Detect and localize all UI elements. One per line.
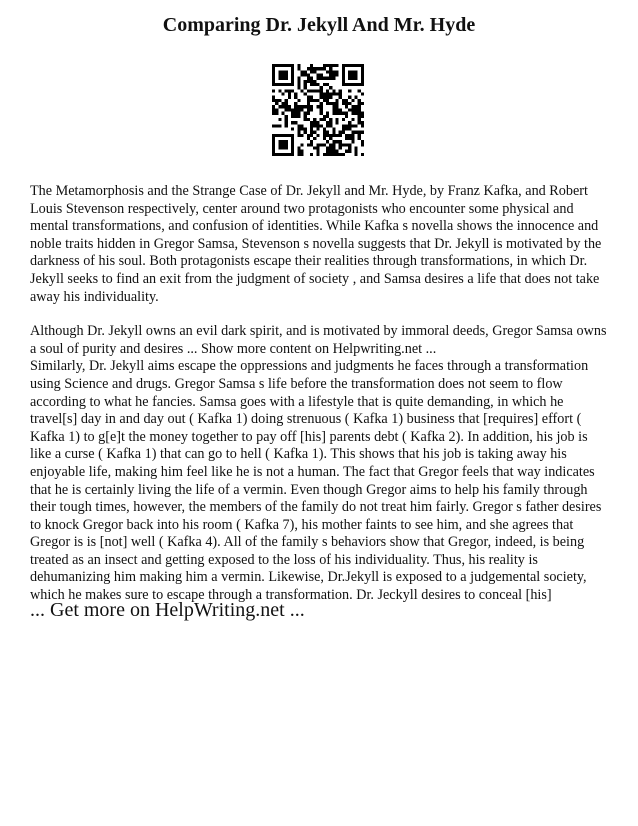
qr-code-icon[interactable] bbox=[272, 64, 364, 156]
page-title: Comparing Dr. Jekyll And Mr. Hyde bbox=[162, 14, 476, 36]
article-body bbox=[30, 183, 612, 605]
paragraph: The Metamorphosis and the Strange Case of Dr. Jekyll and Mr. Hyde, by Franz Kafka, and Robert Louis Stevenson respectively, center around two protagonists who encounter some physical and mental transformations, and confusion of identities. While Kafka s novella shows the innocence and noble traits hidden in Gregor Samsa, Stevenson s novella suggests that Dr. Jekyll is motivated by the darkness of his soul. Both protagonists escape their realities through transformations, in which Dr. Jekyll seeks to find an exit from the judgment of society , and Samsa desires a life that does not take away his individuality. bbox=[30, 183, 602, 305]
get-more-link[interactable]: ... Get more on HelpWriting.net ... bbox=[30, 599, 305, 621]
paragraph: Although Dr. Jekyll owns an evil dark spirit, and is motivated by immoral deeds, Gregor Samsa owns a soul of purity and desires ... Show more content on Helpwriting.net ... bbox=[30, 323, 607, 357]
paragraph: Similarly, Dr. Jekyll aims escape the oppressions and judgments he faces through a transformation using Science and drugs. Gregor Samsa s life before the transformation does not seem to flow according to what he fancies. Samsa goes with a lifestyle that is quite demanding, in which he travel[s] day in and day out ( Kafka 1) doing strenuous ( Kafka 1) business that [requires] effort ( Kafka 1) to g[e]t the money together to pay off [his] parents debt ( Kafka 2). In addition, his job is like a curse ( Kafka 1) that can go to hell ( Kafka 1). This shows that his job is taking away his enjoyable life, making him feel like he is not a human. The fact that Gregor feels that way indicates that he is certainly living the life of a vermin. Even though Gregor aims to help his family through their tough times, however, the members of the family do not treat him fairly. Gregor s father desires to knock Gregor back into his room ( Kafka 7), his mother faints to see him, and she agrees that Gregor is is [not] well ( Kafka 4). All of the family s behaviors show that Gregor, indeed, is being treated as an insect and getting exposed to the loss of his individuality. Thus, his reality is dehumanizing him making him a vermin. Likewise, Dr.Jekyll is exposed to a judgemental society, which he makes sure to escape through a transformation. Dr. Jeckyll desires to conceal [his] bbox=[30, 358, 602, 604]
